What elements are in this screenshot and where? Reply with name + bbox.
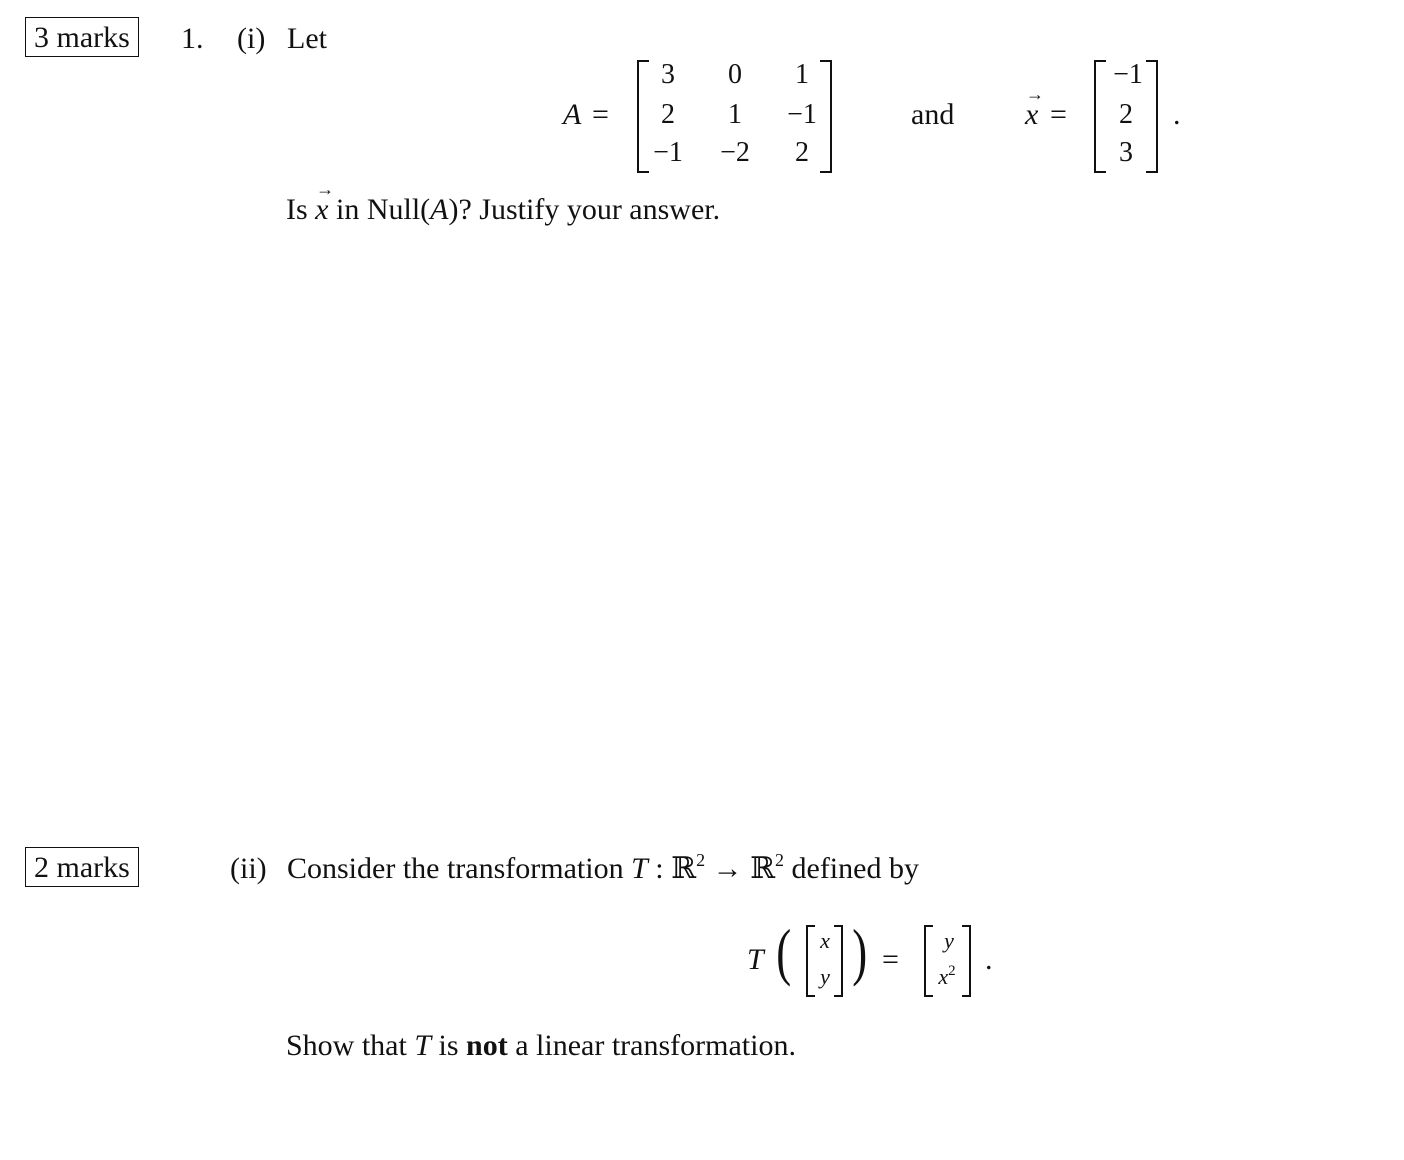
- matrix-A-cell: −2: [720, 137, 750, 168]
- intro-text: Let: [287, 22, 327, 55]
- right-paren: ): [852, 916, 868, 987]
- statement-exp2: 2: [775, 850, 784, 870]
- conclusion-bold-not: not: [466, 1029, 508, 1062]
- question-text-before: Is: [286, 193, 308, 226]
- vector-x-equals: =: [1050, 98, 1067, 131]
- question-vector-x: [315, 179, 335, 226]
- part-label-i: (i): [237, 22, 266, 55]
- definition-T: T: [747, 943, 764, 976]
- question-number: 1.: [181, 22, 204, 55]
- output-bottom-base: x: [938, 964, 949, 989]
- question-x-letter: x: [315, 193, 329, 226]
- definition-period: .: [985, 943, 993, 976]
- statement-T: T: [631, 852, 648, 885]
- conclusion-ii: [286, 1031, 796, 1061]
- statement-end: defined by: [791, 852, 919, 885]
- vector-x-period: .: [1173, 98, 1181, 131]
- marks-badge-q1: 3 marks: [25, 17, 139, 57]
- statement-colon: :: [655, 852, 664, 885]
- output-entry-bottom: [938, 963, 956, 989]
- statement-codomain: ℝ: [750, 852, 775, 885]
- matrix-A-cell: 1: [795, 59, 809, 90]
- input-entry: x: [820, 928, 830, 953]
- output-bottom-exp: 2: [948, 963, 956, 979]
- vector-arrow-icon: →: [316, 179, 335, 199]
- matrix-A-left-bracket: [637, 60, 649, 173]
- question-text-null: in Null(: [336, 193, 431, 226]
- statement-ii: [287, 850, 919, 885]
- matrix-A-cell: 2: [661, 99, 675, 130]
- statement-exp1: 2: [696, 850, 706, 870]
- vector-x-entry: −1: [1113, 59, 1143, 90]
- output-entry-top: y: [944, 928, 954, 953]
- output-right-bracket: [962, 925, 971, 997]
- matrix-A-cell: 0: [728, 59, 742, 90]
- statement-start: Consider the transformation: [287, 852, 624, 885]
- matrix-A-right-bracket: [820, 60, 832, 173]
- conclusion-after: a linear transformation.: [515, 1029, 796, 1062]
- question-text-after: )? Justify your answer.: [448, 193, 721, 226]
- statement-domain: ℝ: [671, 852, 697, 885]
- matrix-A-name: A: [563, 98, 582, 131]
- matrix-A-cell: 1: [728, 99, 742, 130]
- input-entry: y: [820, 964, 830, 989]
- conclusion-T: T: [414, 1029, 432, 1062]
- matrix-A-cell: −1: [653, 137, 683, 168]
- vector-arrow-icon: →: [1026, 84, 1044, 104]
- input-right-bracket: [834, 925, 843, 997]
- marks-badge-q2: 2 marks: [25, 847, 139, 887]
- vector-x-letter: x: [1025, 98, 1039, 131]
- conclusion-middle: is: [438, 1029, 459, 1062]
- connector-and: and: [911, 98, 955, 131]
- question-text-i: [286, 179, 721, 226]
- vector-x-entry: 2: [1119, 99, 1133, 130]
- definition-equals: =: [882, 943, 899, 976]
- input-left-bracket: [806, 925, 815, 997]
- vector-x-left-bracket: [1094, 60, 1106, 173]
- vector-x-entry: 3: [1119, 137, 1133, 168]
- matrix-A-equals: =: [592, 98, 609, 131]
- matrix-A-cell: −1: [787, 99, 817, 130]
- conclusion-before: Show that: [286, 1029, 407, 1062]
- part-label-ii: (ii): [230, 852, 267, 885]
- vector-x-right-bracket: [1146, 60, 1158, 173]
- matrix-A-cell: 3: [661, 59, 675, 90]
- matrix-A-cell: 2: [795, 137, 809, 168]
- statement-arrow: →: [712, 852, 743, 885]
- question-text-A: A: [430, 193, 449, 226]
- vector-x-name: [1025, 84, 1044, 131]
- output-left-bracket: [924, 925, 933, 997]
- left-paren: (: [776, 916, 792, 987]
